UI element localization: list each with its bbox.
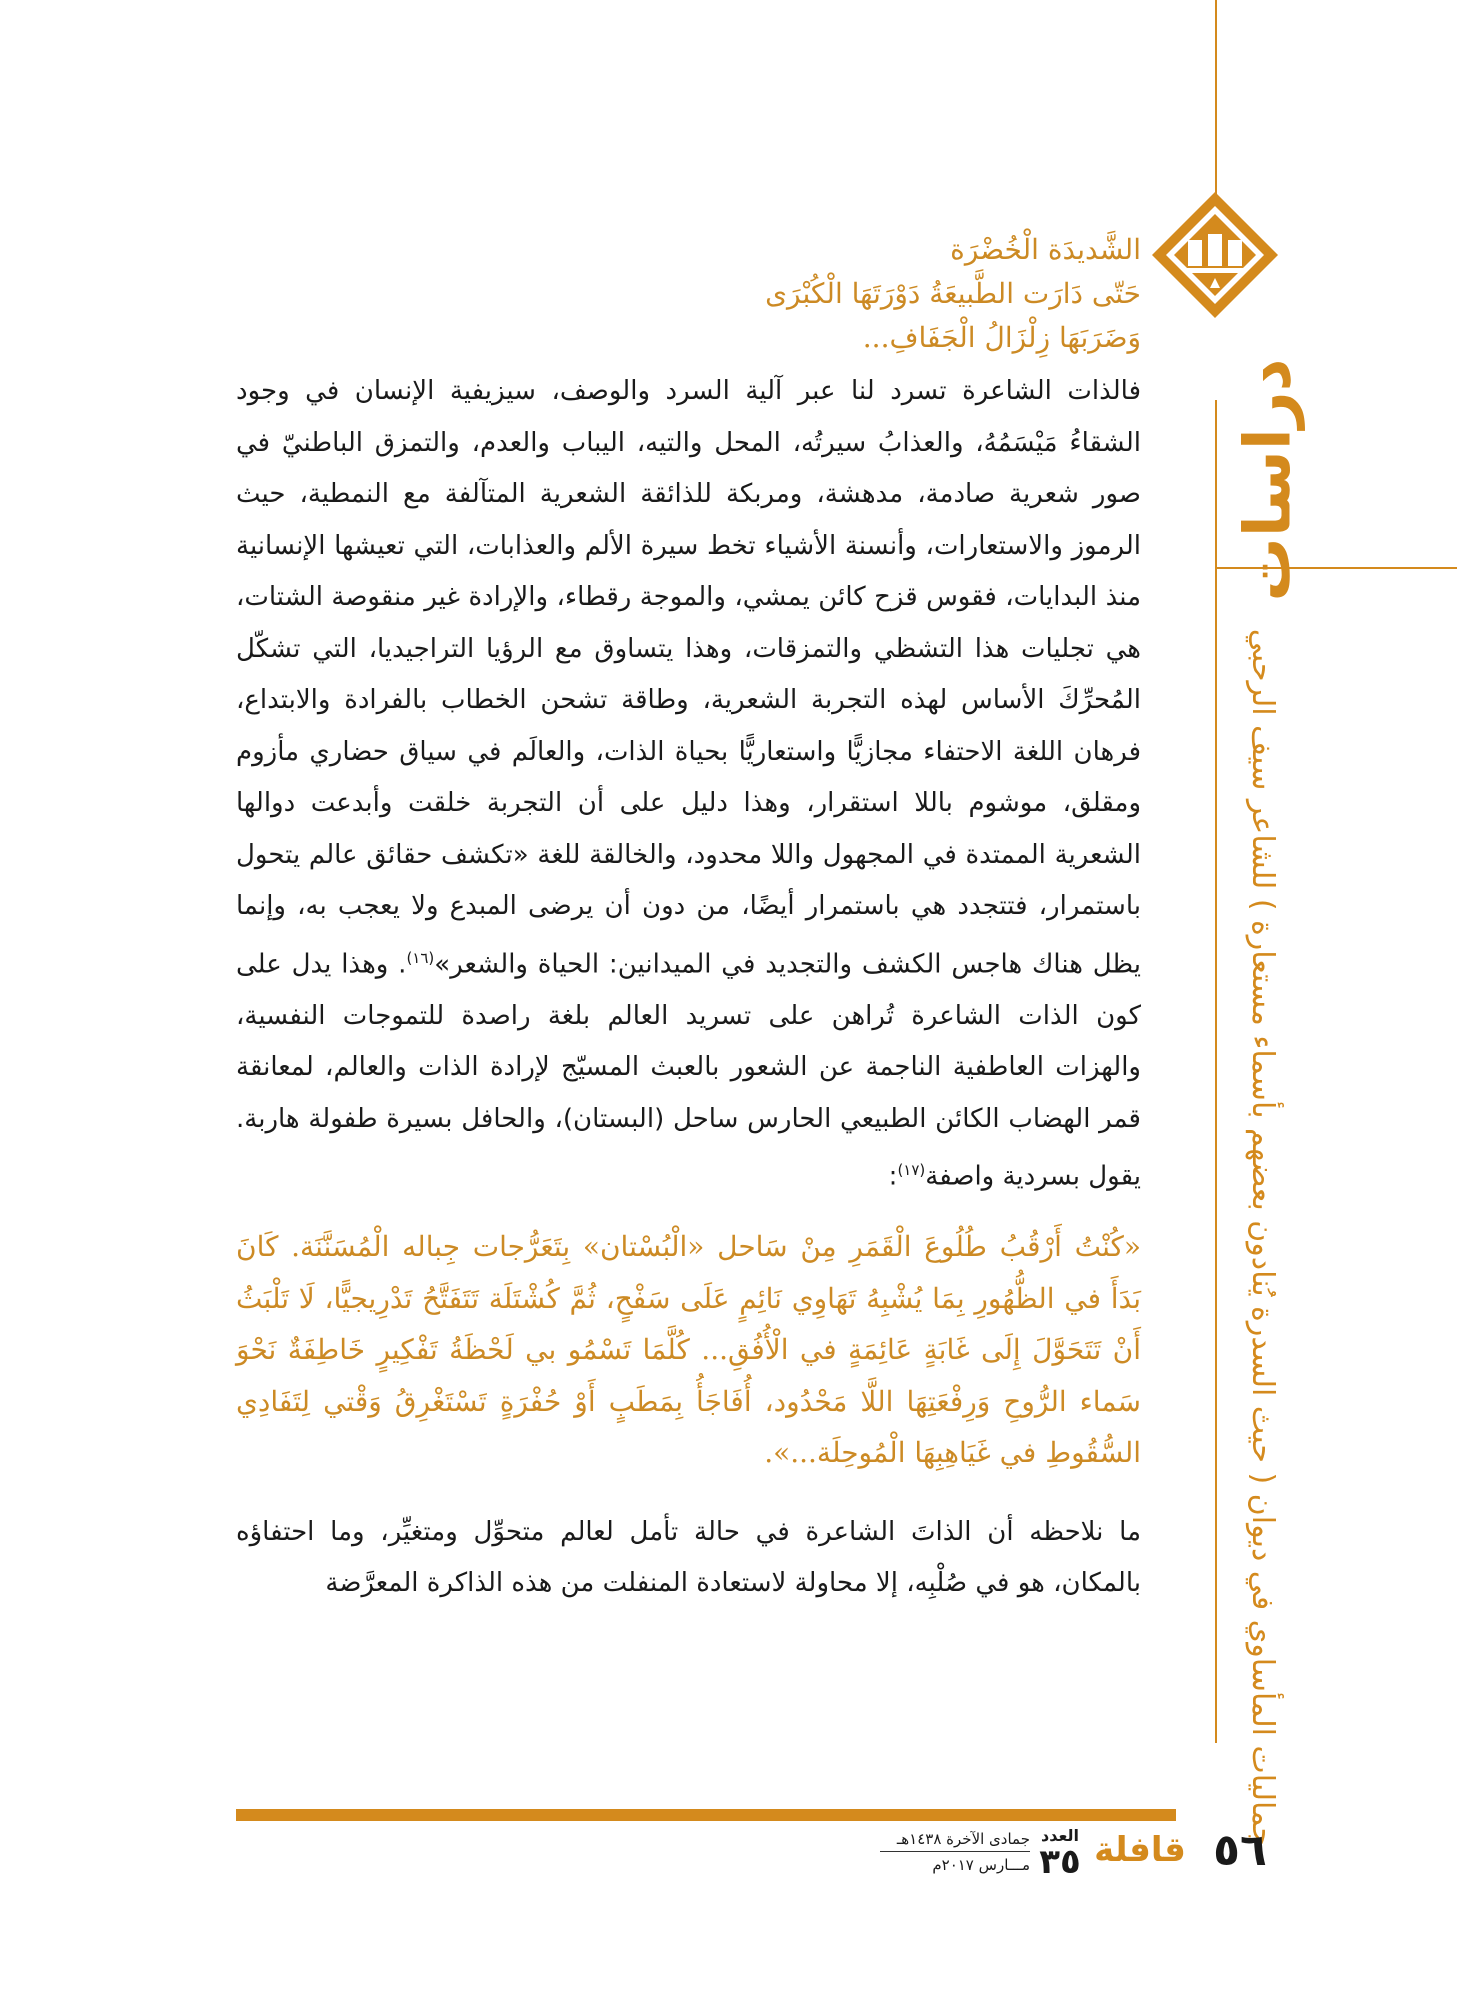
poem-excerpt bbox=[236, 228, 1141, 360]
magazine-logo: قافلة bbox=[1094, 1830, 1186, 1870]
paragraph: ما نلاحظه أن الذاتَ الشاعرة في حالة تأمل لعالم متحوِّل ومتغيِّر، وما احتفاؤه بالمكان، هو في صُلْبِه، إلا محاولة لاستعادة المنفلت من هذه الذاكرة المعرَّضة bbox=[236, 1516, 1141, 1599]
section-title: دراسات bbox=[1231, 358, 1305, 602]
running-title: جماليات المأساوي في ديوان ( حيث السدرة يُنادون بعضهم بأسماء مستعارة ) للشاعر سيف الرحبي bbox=[1245, 628, 1281, 1847]
date-gregorian: مـــارس ٢٠١٧م bbox=[932, 1856, 1030, 1874]
paragraph-text: فالذات الشاعرة تسرد لنا عبر آلية السرد والوصف، سيزيفية الإنسان في وجود الشقاءُ مَيْسَمُهُ، والعذابُ سيرتُه، المحل والتيه، اليباب والعدم، والتمزق الباطنيّ في صور شعرية صادمة، مدهشة، ومربكة للذائقة الشعرية المتآلفة مع النمطية، حيث الرموز والاستعارات، وأنسنة الأشياء تخط سيرة الألم والعذابات، التي تعيشها الإنسانية منذ البدايات، فقوس قزح كائن يمشي، والموجة رقطاء، والإرادة غير منقوصة الشتات، هي تجليات هذا التشظي والتمزقات، وهذا يتساوق مع الرؤيا التراجيديا، التي تشكّل المُحرِّكَ الأساس لهذه التجربة الشعرية، وطاقة تشحن الخطاب بالفرادة والابتداع، فرهان اللغة الاحتفاء مجازيًّا واستعاريًّا بحياة الذات، والعالَم في سياق حضاري مأزوم ومقلق، موشوم باللا استقرار، وهذا دليل على أن التجربة خلقت وأبدعت دوالها الشعرية الممتدة في المجهول واللا محدود، والخالقة للغة «تكشف حقائق عالم يتحول باستمرار، فتتجدد هي باستمرار أيضًا، من دون أن يرضى المبدع ولا يعجب به، وإنما يظل هناك هاجس الكشف والتجديد في الميدانين: الحياة والشعر» bbox=[236, 376, 1141, 980]
poem-line: الشَّديدَة الْخُضْرَة bbox=[950, 233, 1141, 266]
footer-bar bbox=[236, 1809, 1176, 1821]
books-emblem-icon bbox=[1150, 190, 1280, 320]
frame-line-top bbox=[1215, 0, 1217, 213]
footnote-ref[interactable]: (١٧) bbox=[897, 1161, 926, 1180]
poem-line: حَتّى دَارَت الطَّبيعَةُ دَوْرَتَهَا الْكُبْرَى bbox=[765, 277, 1141, 310]
issue-label: العدد bbox=[1041, 1826, 1079, 1845]
frame-line-vertical bbox=[1215, 400, 1217, 1743]
issue-number: ٣٥ bbox=[1039, 1842, 1081, 1882]
article-body bbox=[236, 228, 1141, 1610]
footnote-ref[interactable]: (١٦) bbox=[406, 948, 435, 967]
page-number: ٥٦ bbox=[1213, 1825, 1267, 1876]
date-separator bbox=[880, 1851, 1030, 1852]
paragraph-text: : bbox=[888, 1161, 898, 1192]
poem-line: وَضَرَبَهَا زِلْزَالُ الْجَفَافِ... bbox=[862, 321, 1141, 354]
paragraph-text: . وهذا يدل على كون الذات الشاعرة تُراهن على تسريد العالم بلغة راصدة للتموجات النفسية، والهزات العاطفية الناجمة عن الشعور بالعبث المسيّج لإرادة الذات والعالم، لمعانقة قمر الهضاب الكائن الطبيعي الحارس ساحل (البستان)، والحافل بسيرة طفولة هاربة. يقول بسردية واصفة bbox=[236, 949, 1141, 1192]
date-hijri: جمادى الآخرة ١٤٣٨هـ bbox=[896, 1830, 1030, 1848]
block-quote: «كُنْتُ أَرْقُبُ طُلُوعَ الْقَمَرِ مِنْ سَاحل «الْبُسْتان» بِتَعَرُّجات جِباله الْمُسَنَّنَة. كَانَ بَدَأَ في الظُّهُورِ بِمَا يُشْبِهُ تَهَاوِي نَائِمٍ عَلَى سَفْحٍ، ثُمَّ كُشْتَلَة تَتَفَتَّحُ تَدْرِيجيًّا، لَا تَلْبَثُ أَنْ تَتَحَوَّلَ إِلَى غَابَةٍ عَائِمَةٍ في الْأُفُقِ... كُلَّمَا تَسْمُو بي لَحْظَةُ تَفْكِيرٍ خَاطِفَةٌ نَحْوَ سَماء الرُّوحِ وَرِفْعَتِهَا اللَّا مَحْدُود، أُفَاجَأُ بِمَطَبٍ أَوْ حُفْرَةٍ تَسْتَغْرِقُ وَقْتي لِتَفَادِي السُّقُوطِ في غَيَاهِبِهَا الْمُوحِلَة...». bbox=[236, 1230, 1141, 1470]
paragraph bbox=[236, 366, 1141, 1203]
